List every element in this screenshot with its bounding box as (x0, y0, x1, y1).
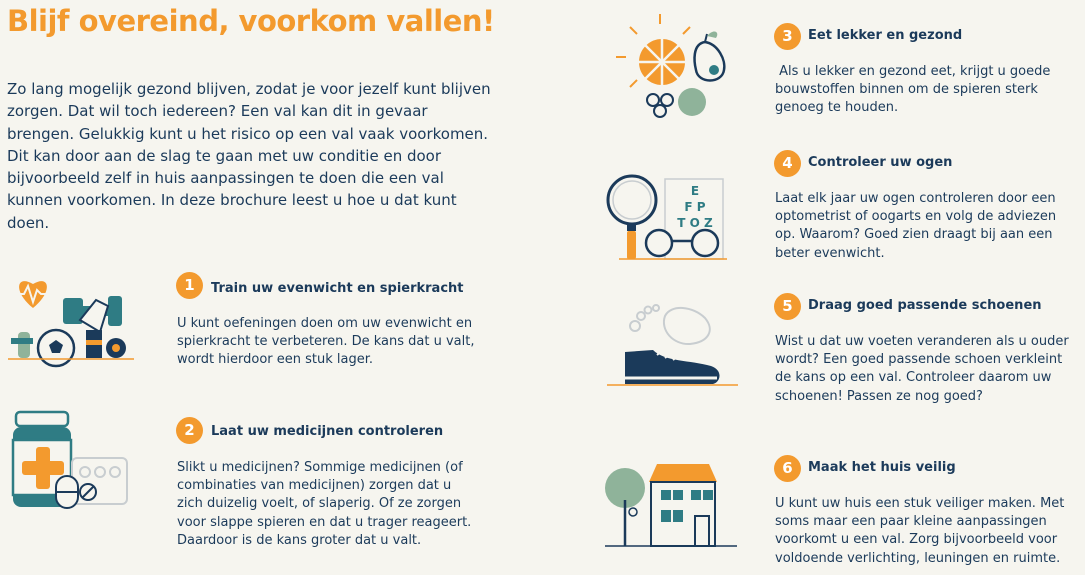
tip-5-text: Wist u dat uw voeten veranderen als u ouder wordt? Een goed passende schoen verkleint de kans op een val. Controleer daarom uw schoenen! Passen ze nog goed? (775, 334, 1069, 404)
tip-2-number: 2 (176, 417, 203, 444)
eye-chart-row-1: E (690, 184, 700, 198)
tip-6-number: 6 (774, 455, 801, 482)
shoe-icon (605, 300, 740, 390)
tip-4-heading: Controleer uw ogen (808, 155, 953, 170)
tip-6-heading: Maak het huis veilig (808, 460, 956, 475)
tip-4-number: 4 (774, 150, 801, 177)
page-title: Blijf overeind, voorkom vallen! (7, 4, 495, 38)
eye-test-icon (605, 173, 730, 265)
fitness-icon (8, 272, 138, 370)
tip-1-text: U kunt oefeningen doen om uw evenwicht en spierkracht te verbeteren. De kans dat u valt, wordt hierdoor een stuk lager. (177, 316, 475, 368)
tip-2-heading: Laat uw medicijnen controleren (211, 424, 444, 439)
intro-paragraph: Zo lang mogelijk gezond blijven, zodat je voor jezelf kunt blijven zorgen. Dat wil toch iedereen? Een val kan dit in gevaar brengen. Gelukkig kunt u het risico op een val vaak voorkomen. Dit kan door aan de slag te gaan met uw conditie en door bijvoorbeeld zelf in huis aanpassingen te doen die een val kunnen voorkomen. In deze brochure leest u hoe u dat kunt doen. (7, 80, 491, 232)
tip-6-text: U kunt uw huis een stuk veiliger maken. Met soms maar een paar kleine aanpassingen voorkomt u een val. Zorg bijvoorbeeld voor voldoende verlichting, leuningen en ruimte. (775, 496, 1065, 566)
eye-chart-row-3: T O Z (677, 216, 713, 230)
tip-1-heading: Train uw evenwicht en spierkracht (211, 281, 464, 296)
medicine-icon (10, 410, 130, 510)
tip-2-text: Slikt u medicijnen? Sommige medicijnen (of combinaties van medicijnen) zorgen dat u zich duizelig voelt, of slaperig. Of ze zorgen voor slappe spieren en dat u trager reageert. Daardoor is de kans groter dat u valt. (177, 460, 472, 548)
tip-3-text: Als u lekker en gezond eet, krijgt u goede bouwstoffen binnen om de spieren sterk genoeg te houden. (775, 64, 1055, 116)
fruit-icon (610, 12, 735, 122)
tip-1-number: 1 (176, 272, 203, 299)
tip-4-text: Laat elk jaar uw ogen controleren door een optometrist of oogarts en volg de adviezen op. Waarom? Goed zien draagt bij aan een beter evenwicht. (775, 191, 1057, 261)
house-icon (605, 460, 740, 550)
tip-3-heading: Eet lekker en gezond (808, 28, 963, 43)
tip-5-number: 5 (774, 293, 801, 320)
tip-3-number: 3 (774, 23, 801, 50)
tip-5-heading: Draag goed passende schoenen (808, 298, 1042, 313)
eye-chart-row-2: F P (684, 200, 706, 214)
